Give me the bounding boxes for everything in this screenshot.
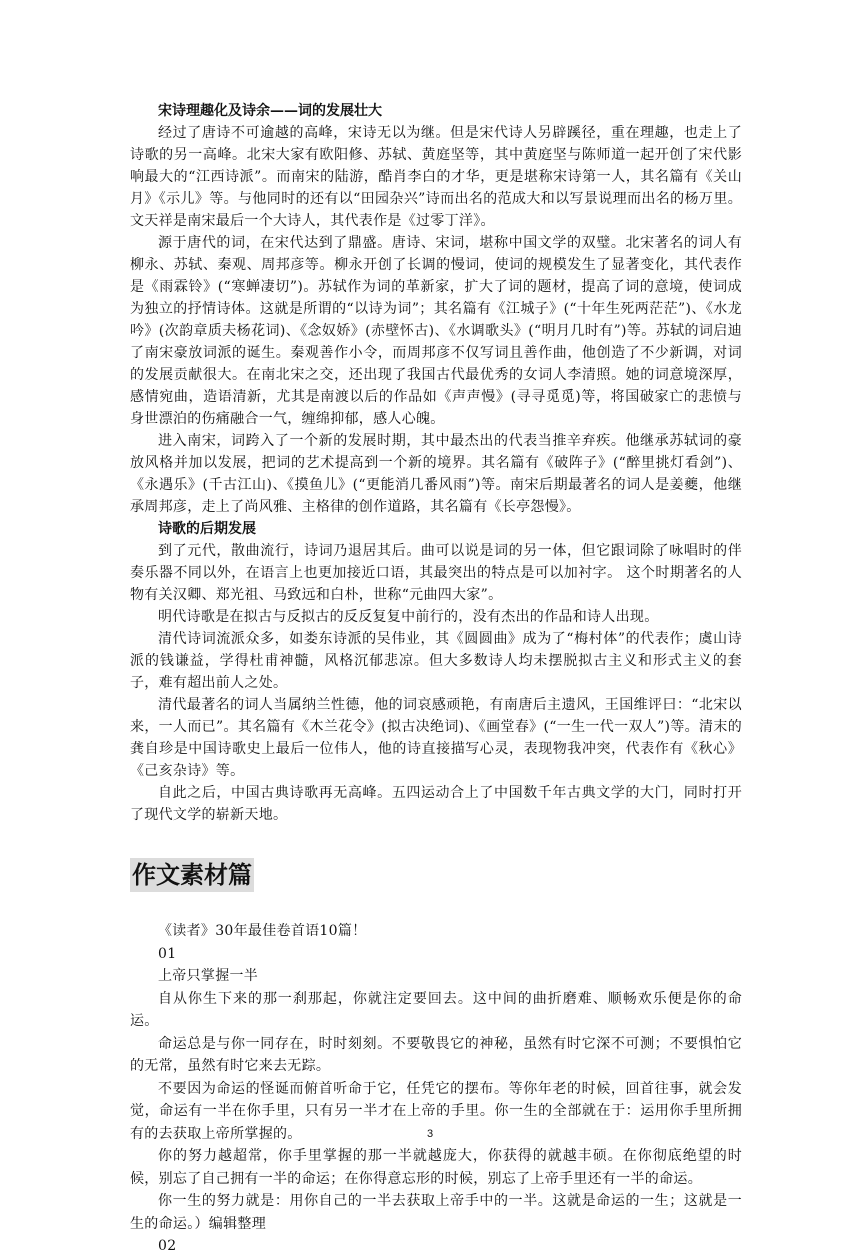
material-subtitle: 上帝只掌握一半: [158, 968, 259, 984]
paragraph: 源于唐代的词，在宋代达到了鼎盛。唐诗、宋词，堪称中国文学的双璧。北宋著名的词人有柳永、苏轼、秦观、周邦彦等。柳永开创了长调的慢词，使词的规模发生了显著变化，其代表作是《雨霖铃》(“寒蝉凄切”)。苏轼作为词的革新家，扩大了词的题材，提高了词的意境，使词成为独立的抒情诗体。这就是所谓的“以诗为词”；其名篇有《江城子》(“十年生死两茫茫”)、《水龙吟》(次韵章质夫杨花词)、《念奴娇》(赤壁怀古)、《水调歌头》(“明月几时有”)等。苏轼的词启迪了南宋豪放词派的诞生。秦观善作小令，而周邦彦不仅写词且善作曲，他创造了不少新调，对词的发展贡献很大。在南北宋之交，还出现了我国古代最优秀的女词人李清照。她的词意境深厚，感情宛曲，造语清新，尤其是南渡以后的作品如《声声慢》(寻寻觅觅)等，将国破家亡的悲愤与身世漂泊的伤痛融合一气，缠绵抑郁，感人心魄。: [130, 235, 742, 427]
paragraph: 到了元代，散曲流行，诗词乃退居其后。曲可以说是词的另一体，但它跟词除了咏唱时的伴奏乐器不同以外，在语言上也更加接近口语，其最突出的特点是可以加衬字。 这个时期著名的人物有关汉卿、郑光祖、马致远和白朴，世称“元曲四大家”。: [130, 543, 742, 603]
page-number: 3: [426, 1128, 434, 1140]
paragraph: 清代最著名的词人当属纳兰性德，他的词哀感顽艳，有南唐后主遗风，王国维评曰：“北宋以来，一人而已”。其名篇有《木兰花令》(拟古决绝词)、《画堂春》(“一生一代一双人”)等。清末的龚自珍是中国诗歌史上最后一位伟人，他的诗直接描写心灵，表现物我冲突，代表作有《秋心》《己亥杂诗》等。: [130, 697, 742, 779]
paragraph: 你一生的努力就是：用你自己的一半去获取上帝手中的一半。这就是命运的一生；这就是一生的命运。）编辑整理: [130, 1193, 742, 1232]
paragraph: 自从你生下来的那一刹那起，你就注定要回去。这中间的曲折磨难、顺畅欢乐便是你的命运。: [130, 990, 742, 1029]
material-number: 01: [158, 945, 177, 962]
paragraph: 清代诗词流派众多，如娄东诗派的吴伟业，其《圆圆曲》成为了“梅村体”的代表作；虞山诗派的钱谦益，学得杜甫神髓，风格沉郁悲凉。但大多数诗人均未摆脱拟古主义和形式主义的套子，难有超出前人之处。: [130, 631, 742, 691]
material-section-heading: 作文素材篇: [130, 858, 254, 892]
material-title-line: 《读者》30年最佳卷首语10篇！: [158, 923, 367, 939]
paragraph: 经过了唐诗不可逾越的高峰，宋诗无以为继。但是宋代诗人另辟蹊径，重在理趣，也走上了诗歌的另一高峰。北宋大家有欧阳修、苏轼、黄庭坚等，其中黄庭坚与陈师道一起开创了宋代影响最大的“江西诗派”。而南宋的陆游，酷肖李白的才华，更是堪称宋诗第一人，其名篇有《关山月》《示儿》等。与他同时的还有以“田园杂兴”诗而出名的范成大和以写景说理而出名的杨万里。文天祥是南宋最后一个大诗人，其代表作是《过零丁洋》。: [130, 125, 742, 229]
document-page: [130, 100, 742, 1258]
material-number: 02: [158, 1238, 177, 1254]
paragraph: 自此之后，中国古典诗歌再无高峰。五四运动合上了中国数千年古典文学的大门，同时打开了现代文学的崭新天地。: [130, 785, 742, 823]
paragraph: 进入南宋，词跨入了一个新的发展时期，其中最杰出的代表当推辛弃疾。他继承苏轼词的豪放风格并加以发展，把词的艺术提高到一个新的境界。其名篇有《破阵子》(“醉里挑灯看剑”)、《永遇乐》(千古江山)、《摸鱼儿》(“更能消几番风雨”)等。南宋后期最著名的词人是姜夔，他继承周邦彦，走上了尚风雅、主格律的创作道路，其名篇有《长亭怨慢》。: [130, 433, 742, 515]
section-heading-song-poetry: 宋诗理趣化及诗余——词的发展壮大: [158, 103, 382, 119]
paragraph: 不要因为命运的怪诞而俯首听命于它，任凭它的摆布。等你年老的时候，回首往事，就会发觉，命运有一半在你手里，只有另一半才在上帝的手里。你一生的全部就在于：运用你手里所拥有的去获取上帝所掌握的。: [130, 1080, 742, 1142]
paragraph: 明代诗歌是在拟古与反拟古的反反复复中前行的，没有杰出的作品和诗人出现。: [158, 609, 659, 625]
paragraph: 你的努力越超常，你手里掌握的那一半就越庞大，你获得的就越丰硕。在你彻底绝望的时候，别忘了自己拥有一半的命运；在你得意忘形的时候，别忘了上帝手里还有一半的命运。: [130, 1148, 742, 1187]
section-heading-late-poetry: 诗歌的后期发展: [158, 521, 256, 537]
paragraph: 命运总是与你一同存在，时时刻刻。不要敬畏它的神秘，虽然有时它深不可测；不要惧怕它的无常，虽然有时它来去无踪。: [130, 1035, 742, 1074]
